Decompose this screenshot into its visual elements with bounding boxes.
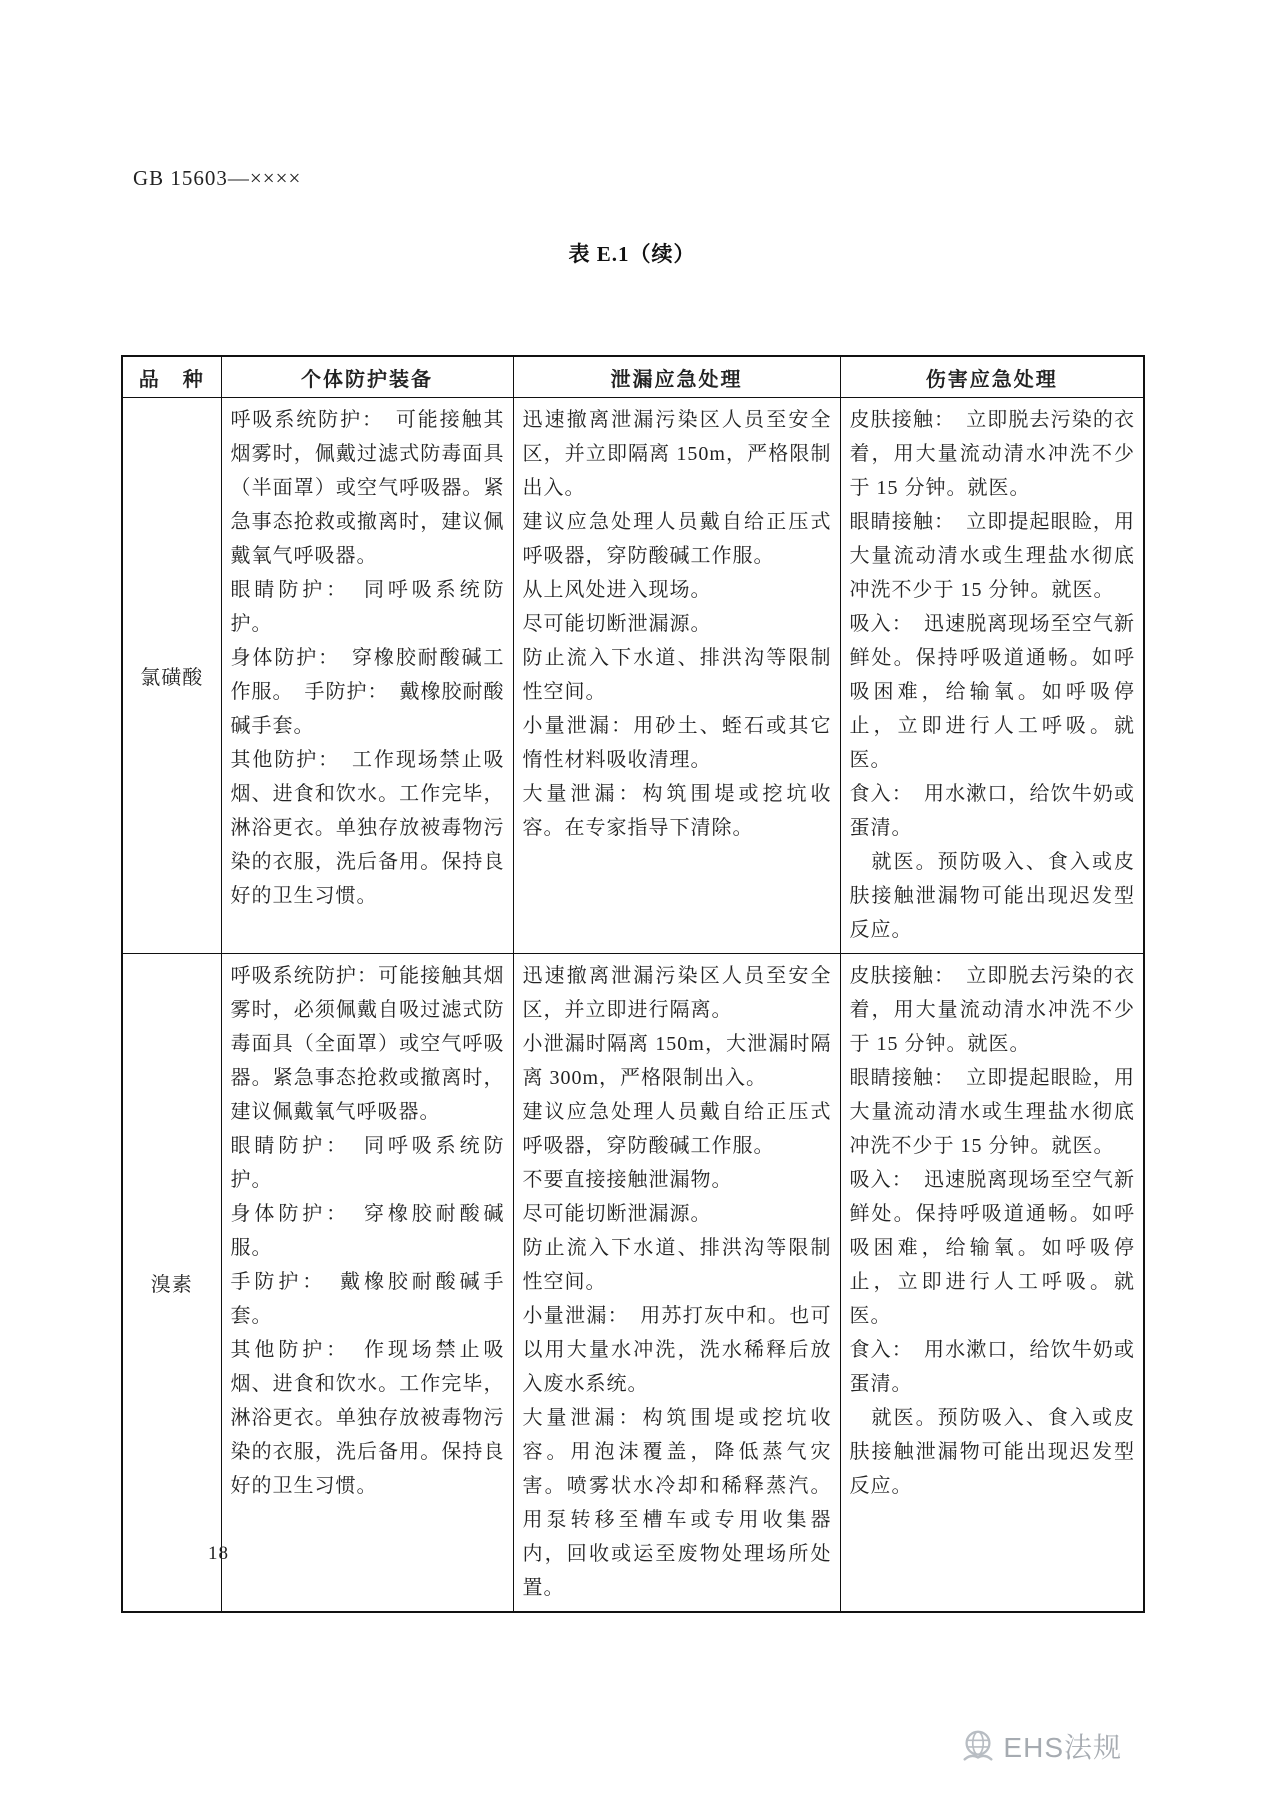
injury-response-cell [840, 398, 1144, 954]
cell-paragraph: 小泄漏时隔离 150m，大泄漏时隔离 300m，严格限制出入。 [522, 1033, 832, 1089]
species-name: 溴素 [122, 954, 221, 1613]
table-header-row [122, 356, 1144, 398]
cell-paragraph: 眼睛防护： 同呼吸系统防护。 [230, 1135, 505, 1191]
table-row [122, 954, 1144, 1613]
column-header-1: 个体防护装备 [221, 356, 513, 398]
cell-paragraph: 身体防护： 穿橡胶耐酸碱工作服。 手防护： 戴橡胶耐酸碱手套。 [230, 647, 505, 737]
cell-paragraph: 其他防护： 工作现场禁止吸烟、进食和饮水。工作完毕，淋浴更衣。单独存放被毒物污染的衣服，洗后备用。保持良好的卫生习惯。 [230, 749, 505, 907]
hazard-response-table [121, 355, 1145, 1613]
cell-paragraph: 从上风处进入现场。 [522, 579, 712, 601]
cell-paragraph: 身体防护： 穿橡胶耐酸碱服。 [230, 1203, 505, 1259]
cell-paragraph: 就医。预防吸入、食入或皮肤接触泄漏物可能出现迟发型反应。 [849, 1407, 1135, 1497]
globe-hands-icon [959, 1727, 997, 1765]
table-body [122, 398, 1144, 1613]
cell-paragraph: 食入： 用水漱口，给饮牛奶或蛋清。 [849, 783, 1135, 839]
cell-paragraph: 不要直接接触泄漏物。 [522, 1169, 733, 1191]
cell-paragraph: 小量泄漏：用砂土、蛭石或其它惰性材料吸收清理。 [522, 715, 832, 771]
cell-paragraph: 皮肤接触： 立即脱去污染的衣着，用大量流动清水冲洗不少于 15 分钟。就医。 [849, 965, 1135, 1055]
cell-paragraph: 小量泄漏： 用苏打灰中和。也可以用大量水冲洗，洗水稀释后放入废水系统。 [522, 1305, 832, 1395]
cell-paragraph: 大量泄漏：构筑围堤或挖坑收容。用泡沫覆盖，降低蒸气灾害。喷雾状水冷却和稀释蒸汽。用泵转移至槽车或专用收集器内，回收或运至废物处理场所处置。 [522, 1407, 832, 1599]
leak-response-cell [513, 954, 840, 1613]
table-row [122, 398, 1144, 954]
cell-paragraph: 食入： 用水漱口，给饮牛奶或蛋清。 [849, 1339, 1135, 1395]
table-title: 表 E.1（续） [568, 242, 696, 266]
cell-paragraph: 建议应急处理人员戴自给正压式呼吸器，穿防酸碱工作服。 [522, 511, 832, 567]
cell-paragraph: 迅速撤离泄漏污染区人员至安全区，并立即进行隔离。 [522, 965, 832, 1021]
cell-paragraph: 吸入： 迅速脱离现场至空气新鲜处。保持呼吸道通畅。如呼吸困难，给输氧。如呼吸停止，立即进行人工呼吸。就医。 [849, 613, 1135, 771]
standard-number: GB 15603—×××× [133, 166, 302, 190]
cell-paragraph: 尽可能切断泄漏源。 [522, 613, 712, 635]
cell-paragraph: 吸入： 迅速脱离现场至空气新鲜处。保持呼吸道通畅。如呼吸困难，给输氧。如呼吸停止，立即进行人工呼吸。就医。 [849, 1169, 1135, 1327]
cell-paragraph: 防止流入下水道、排洪沟等限制性空间。 [522, 647, 832, 703]
page-number: 18 [208, 1543, 229, 1564]
column-header-2: 泄漏应急处理 [513, 356, 840, 398]
species-name: 氯磺酸 [122, 398, 221, 954]
cell-paragraph: 就医。预防吸入、食入或皮肤接触泄漏物可能出现迟发型反应。 [849, 851, 1135, 941]
cell-paragraph: 呼吸系统防护：可能接触其烟雾时，必须佩戴自吸过滤式防毒面具（全面罩）或空气呼吸器。紧急事态抢救或撤离时，建议佩戴氧气呼吸器。 [230, 965, 505, 1123]
cell-paragraph: 手防护： 戴橡胶耐酸碱手套。 [230, 1271, 505, 1327]
protection-cell [221, 398, 513, 954]
leak-response-cell [513, 398, 840, 954]
cell-paragraph: 迅速撤离泄漏污染区人员至安全区，并立即隔离 150m，严格限制出入。 [522, 409, 832, 499]
cell-paragraph: 眼睛接触： 立即提起眼睑，用大量流动清水或生理盐水彻底冲洗不少于 15 分钟。就医。 [849, 511, 1135, 601]
cell-paragraph: 防止流入下水道、排洪沟等限制性空间。 [522, 1237, 832, 1293]
cell-paragraph: 皮肤接触： 立即脱去污染的衣着，用大量流动清水冲洗不少于 15 分钟。就医。 [849, 409, 1135, 499]
cell-paragraph: 其他防护： 作现场禁止吸烟、进食和饮水。工作完毕，淋浴更衣。单独存放被毒物污染的衣服，洗后备用。保持良好的卫生习惯。 [230, 1339, 505, 1497]
cell-paragraph: 呼吸系统防护： 可能接触其烟雾时，佩戴过滤式防毒面具（半面罩）或空气呼吸器。紧急事态抢救或撤离时，建议佩戴氧气呼吸器。 [230, 409, 505, 567]
column-header-0: 品 种 [122, 356, 221, 398]
cell-paragraph: 建议应急处理人员戴自给正压式呼吸器，穿防酸碱工作服。 [522, 1101, 832, 1157]
injury-response-cell [840, 954, 1144, 1613]
cell-paragraph: 眼睛接触： 立即提起眼睑，用大量流动清水或生理盐水彻底冲洗不少于 15 分钟。就医。 [849, 1067, 1135, 1157]
cell-paragraph: 眼睛防护： 同呼吸系统防护。 [230, 579, 505, 635]
cell-paragraph: 尽可能切断泄漏源。 [522, 1203, 712, 1225]
column-header-3: 伤害应急处理 [840, 356, 1144, 398]
publisher-watermark [959, 1726, 1122, 1766]
watermark-label: EHS法规 [1003, 1732, 1122, 1763]
cell-paragraph: 大量泄漏：构筑围堤或挖坑收容。在专家指导下清除。 [522, 783, 832, 839]
protection-cell [221, 954, 513, 1613]
